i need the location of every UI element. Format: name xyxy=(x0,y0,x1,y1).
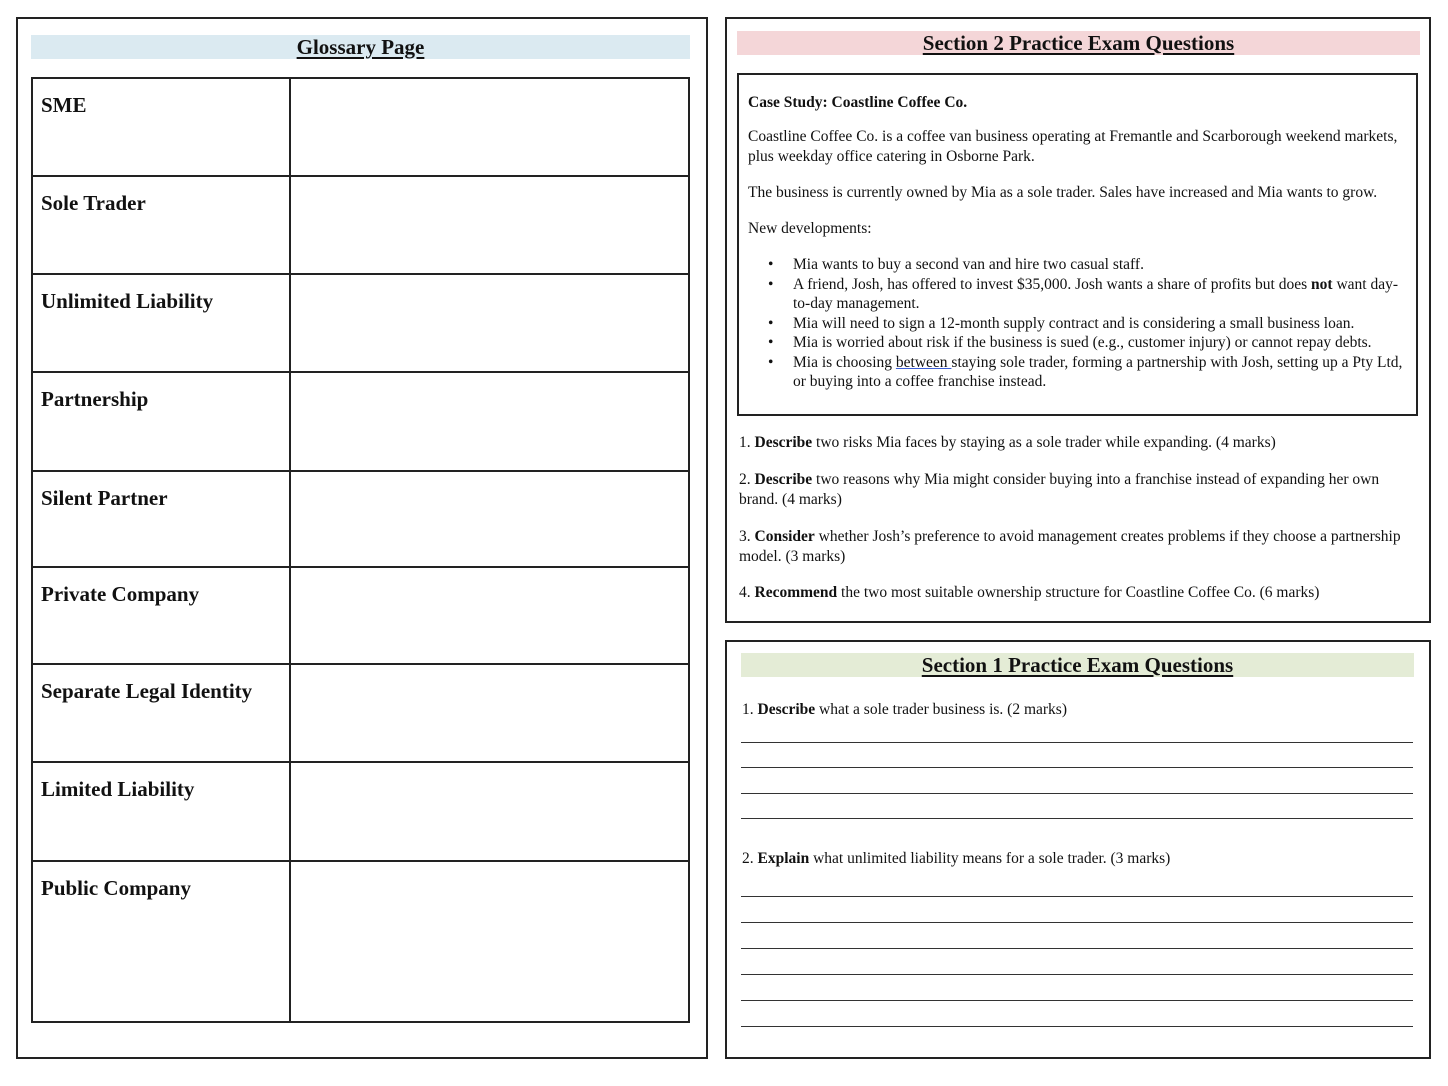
list-item xyxy=(748,255,1408,275)
question-text: two risks Mia faces by staying as a sole trader while expanding. (4 marks) xyxy=(812,434,1276,451)
glossary-heading xyxy=(31,35,690,59)
question-verb: Describe xyxy=(757,701,816,718)
question-text: the two most suitable ownership structure for Coastline Coffee Co. (6 marks) xyxy=(837,584,1320,601)
developments-list xyxy=(748,255,1408,392)
answer-line[interactable] xyxy=(741,922,1413,923)
answer-line[interactable] xyxy=(741,974,1413,975)
question-text: whether Josh’s preference to avoid management creates problems if they choose a partnership model. (3 marks) xyxy=(739,528,1401,565)
answer-line[interactable] xyxy=(741,896,1413,897)
glossary-title: Glossary Page xyxy=(296,34,425,59)
list-item-text: Mia is choosing xyxy=(793,353,896,371)
question-number: 2. xyxy=(739,471,755,488)
section2-panel xyxy=(725,17,1431,623)
exam-question xyxy=(739,470,1419,510)
question-text: what unlimited liability means for a sole trader. (3 marks) xyxy=(809,850,1171,867)
question-verb: Explain xyxy=(757,850,810,867)
glossary-row xyxy=(32,664,689,762)
list-item-text: want day-to-day management. xyxy=(793,275,1398,312)
glossary-row xyxy=(32,372,689,471)
emphasis-text: not xyxy=(1311,275,1333,293)
glossary-term: Unlimited Liability xyxy=(32,274,290,371)
answer-line[interactable] xyxy=(741,1026,1413,1027)
section1-title: Section 1 Practice Exam Questions xyxy=(921,652,1234,677)
glossary-definition-cell[interactable] xyxy=(290,567,689,664)
answer-line[interactable] xyxy=(741,1000,1413,1001)
question-verb: Recommend xyxy=(754,584,838,601)
glossary-row xyxy=(32,176,689,274)
answer-line[interactable] xyxy=(741,793,1413,794)
question-verb: Describe xyxy=(754,471,813,488)
case-paragraph: New developments: xyxy=(748,220,872,237)
case-paragraph: The business is currently owned by Mia as a sole trader. Sales have increased and Mia wants to grow. xyxy=(748,184,1378,201)
section2-heading xyxy=(737,31,1420,55)
glossary-term: Sole Trader xyxy=(32,176,290,274)
list-item xyxy=(748,353,1408,392)
list-item-text: Mia wants to buy a second van and hire two casual staff. xyxy=(793,256,1144,273)
case-study-box xyxy=(737,73,1418,416)
glossary-row xyxy=(32,274,689,371)
glossary-row xyxy=(32,78,689,176)
question-number: 4. xyxy=(739,584,755,601)
answer-line[interactable] xyxy=(741,818,1413,819)
glossary-definition-cell[interactable] xyxy=(290,372,689,471)
glossary-panel xyxy=(16,17,708,1059)
glossary-definition-cell[interactable] xyxy=(290,274,689,371)
spellcheck-word[interactable]: between xyxy=(895,353,952,371)
glossary-term: SME xyxy=(32,78,290,176)
exam-question xyxy=(739,433,1419,453)
answer-line[interactable] xyxy=(741,948,1413,949)
list-item xyxy=(748,275,1408,314)
question-number: 3. xyxy=(739,528,755,545)
glossary-row xyxy=(32,861,689,1022)
list-item xyxy=(748,333,1408,353)
glossary-row xyxy=(32,762,689,860)
glossary-term: Separate Legal Identity xyxy=(32,664,290,762)
glossary-term: Partnership xyxy=(32,372,290,471)
glossary-definition-cell[interactable] xyxy=(290,664,689,762)
glossary-table xyxy=(31,77,690,1023)
question-number: 1. xyxy=(742,701,758,718)
question-verb: Consider xyxy=(754,528,815,545)
glossary-row xyxy=(32,471,689,567)
glossary-term: Silent Partner xyxy=(32,471,290,567)
question-verb: Describe xyxy=(754,434,813,451)
exam-question xyxy=(739,527,1419,567)
question-number: 1. xyxy=(739,434,755,451)
case-paragraph: Coastline Coffee Co. is a coffee van business operating at Fremantle and Scarborough weekend markets, plus weekday office catering in Osborne Park. xyxy=(748,128,1398,165)
list-item-text: staying sole trader, forming a partnership with Josh, setting up a Pty Ltd, or buying into a coffee franchise instead. xyxy=(793,353,1403,390)
glossary-row xyxy=(32,567,689,664)
glossary-definition-cell[interactable] xyxy=(290,176,689,274)
glossary-term: Private Company xyxy=(32,567,290,664)
case-study-title: Case Study: Coastline Coffee Co. xyxy=(748,94,968,111)
glossary-definition-cell[interactable] xyxy=(290,78,689,176)
list-item-text: A friend, Josh, has offered to invest $35,000. Josh wants a share of profits but does xyxy=(793,275,1312,293)
section1-panel xyxy=(725,640,1431,1059)
question-text: two reasons why Mia might consider buying into a franchise instead of expanding her own brand. (4 marks) xyxy=(739,471,1380,508)
exam-question xyxy=(742,849,1422,869)
glossary-term: Limited Liability xyxy=(32,762,290,860)
list-item xyxy=(748,314,1408,334)
glossary-definition-cell[interactable] xyxy=(290,861,689,1022)
exam-question xyxy=(742,700,1422,720)
question-text: what a sole trader business is. (2 marks) xyxy=(815,701,1067,718)
section2-title: Section 2 Practice Exam Questions xyxy=(922,30,1235,55)
glossary-definition-cell[interactable] xyxy=(290,762,689,860)
answer-line[interactable] xyxy=(741,767,1413,768)
glossary-term: Public Company xyxy=(32,861,290,1022)
list-item-text: Mia will need to sign a 12-month supply contract and is considering a small business loan. xyxy=(793,314,1355,332)
question-number: 2. xyxy=(742,850,758,867)
answer-line[interactable] xyxy=(741,742,1413,743)
section1-heading xyxy=(741,653,1414,677)
exam-question xyxy=(739,583,1419,603)
list-item-text: Mia is worried about risk if the business is sued (e.g., customer injury) or cannot repay debts. xyxy=(793,334,1372,351)
glossary-definition-cell[interactable] xyxy=(290,471,689,567)
